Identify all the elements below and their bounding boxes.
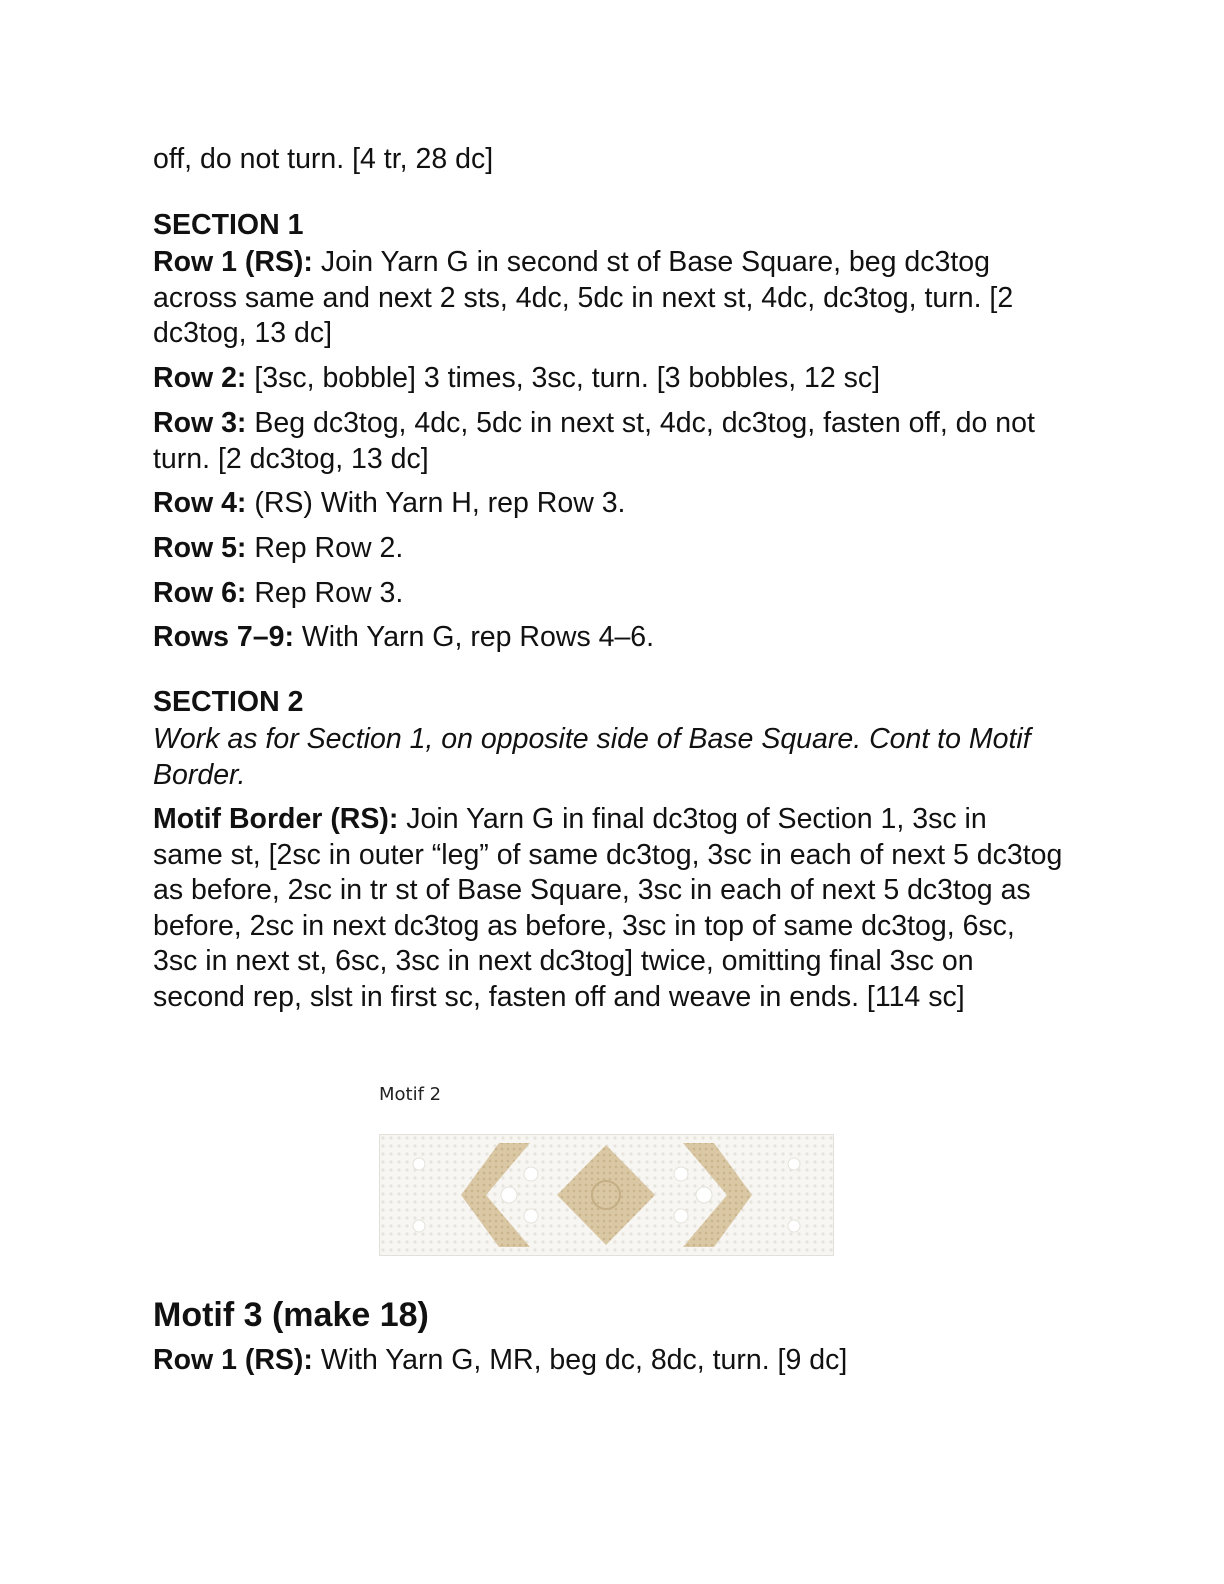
row-text: [3sc, bobble] 3 times, 3sc, turn. [3 bobbles, 12 sc] <box>246 362 881 394</box>
row-text: (RS) With Yarn H, rep Row 3. <box>246 487 626 519</box>
section-1-rows-7-9 <box>153 620 1063 656</box>
section-1-row-1 <box>153 245 1063 352</box>
section-1-row-5 <box>153 531 1063 567</box>
row-text: With Yarn G, MR, beg dc, 8dc, turn. [9 dc] <box>312 1344 848 1376</box>
section-2-note: Work as for Section 1, on opposite side of Base Square. Cont to Motif Border. <box>153 723 1031 791</box>
section-1-row-2 <box>153 361 1063 397</box>
section-1-row-4 <box>153 486 1063 522</box>
section-1-row-6 <box>153 576 1063 612</box>
row-text: Beg dc3tog, 4dc, 5dc in next st, 4dc, dc3tog, fasten off, do not turn. [2 dc3tog, 13 dc] <box>153 407 1035 475</box>
figure-caption: Motif 2 <box>379 1084 442 1105</box>
motif-2-photo <box>379 1134 834 1256</box>
section-1-row-3 <box>153 406 1063 477</box>
row-label: Row 4: <box>153 487 247 519</box>
row-label: Rows 7–9: <box>153 621 294 653</box>
row-label: Row 5: <box>153 532 247 564</box>
motif-border-instructions <box>153 802 1063 1015</box>
section-2-heading: SECTION 2 <box>153 686 304 718</box>
row-text: Rep Row 2. <box>246 532 404 564</box>
motif-3-heading: Motif 3 (make 18) <box>153 1296 429 1334</box>
section-1-heading: SECTION 1 <box>153 209 304 241</box>
motif-3-row-1 <box>153 1343 1063 1379</box>
row-label: Row 3: <box>153 407 247 439</box>
row-label: Motif Border (RS): <box>153 803 399 835</box>
row-label: Row 1 (RS): <box>153 1344 313 1376</box>
row-label: Row 2: <box>153 362 247 394</box>
row-text: Join Yarn G in final dc3tog of Section 1, 3sc in same st, [2sc in outer “leg” of same dc3tog, 3sc in each of next 5 dc3tog as before, 2sc in tr st of Base Square, 3sc in each of next 5 dc3tog as before, 2sc in next dc3tog as before, 3sc in top of same dc3tog, 6sc, 3sc in next st, 6sc, 3sc in next dc3tog] twice, omitting final 3sc on second rep, slst in first sc, fasten off and weave in ends. [114 sc] <box>153 803 1063 1013</box>
row-text: Rep Row 3. <box>246 577 404 609</box>
intro-text: off, do not turn. [4 tr, 28 dc] <box>153 143 494 175</box>
row-label: Row 6: <box>153 577 247 609</box>
row-text: With Yarn G, rep Rows 4–6. <box>293 621 655 653</box>
row-text: Join Yarn G in second st of Base Square, beg dc3tog across same and next 2 sts, 4dc, 5dc in next st, 4dc, dc3tog, turn. [2 dc3tog, 13 dc] <box>153 246 1014 349</box>
row-label: Row 1 (RS): <box>153 246 313 278</box>
